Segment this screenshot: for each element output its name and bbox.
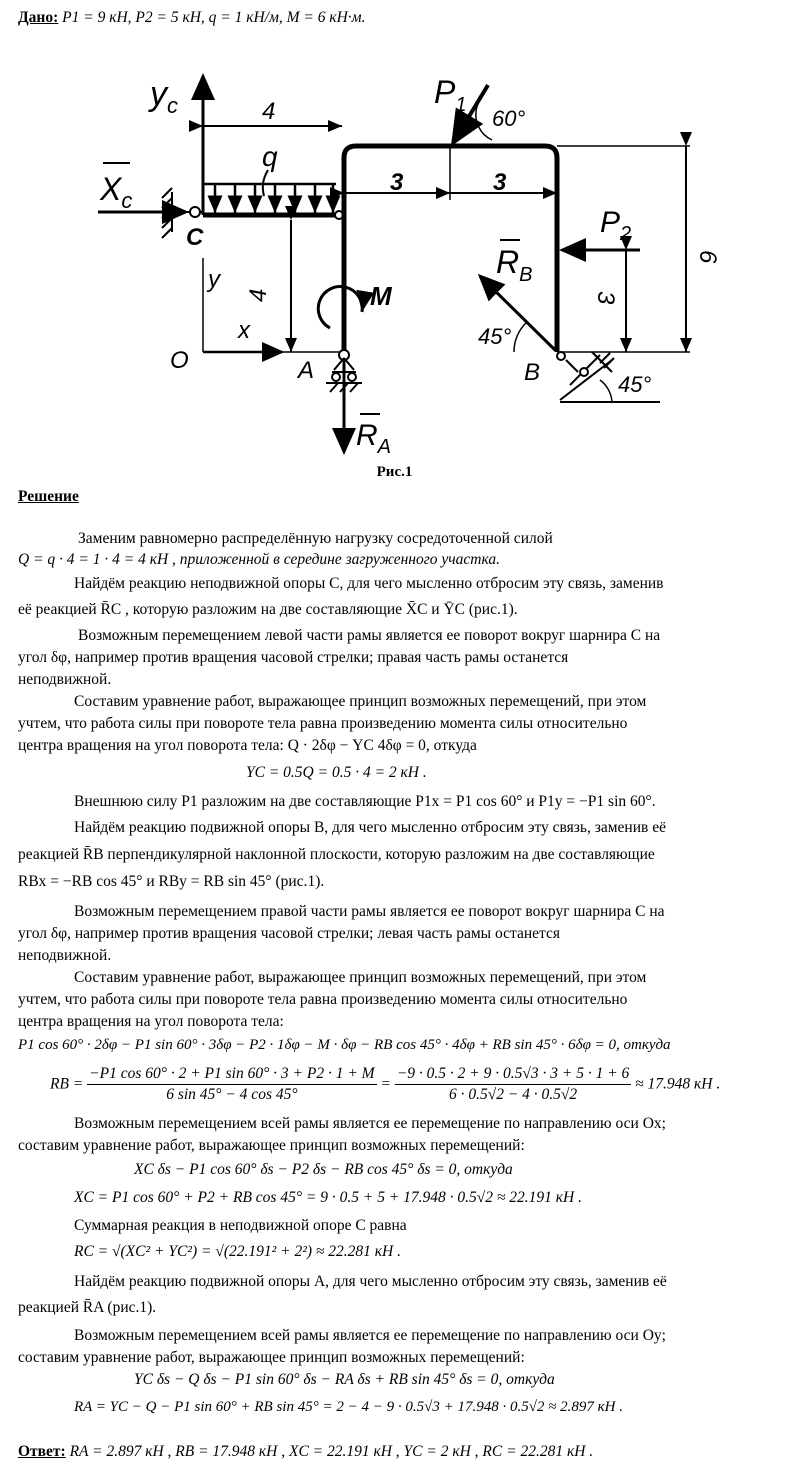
angle-45b: 45° [618, 372, 652, 397]
text-line: XC = P1 cos 60° + P2 + RB cos 45° = 9 · 0.5 + 5 + 17.948 · 0.5√2 ≈ 22.191 кН . [74, 1189, 582, 1206]
text-line: угол δφ, например против вращения часовой стрелки; левая часть рамы останется [18, 925, 560, 942]
text-line: Суммарная реакция в неподвижной опоре C равна [74, 1217, 407, 1234]
yc-label: $y_c$ [150, 75, 178, 118]
label-p1: $P_1$ [434, 74, 467, 116]
dim-3-vertical: 3 [592, 291, 619, 305]
text-line: YC δs − Q δs − P1 sin 60° δs − RA δs + RB sin 45° δs = 0, откуда [134, 1371, 555, 1388]
dim-top-4: 4 [262, 98, 276, 125]
label-b: B [524, 359, 541, 386]
text-line: XC δs − P1 cos 60° δs − P2 δs − RB cos 45° δs = 0, откуда [134, 1161, 513, 1178]
text-line: Составим уравнение работ, выражающее принцип возможных перемещений, при этом [74, 969, 647, 986]
angle-60: 60° [492, 106, 526, 131]
rb-fraction-1: $\frac{-P1 \cos 60^\circ \cdot 2 + P1 \sin 60^\circ \cdot 3 + P2 \cdot 1 + M}{6 \sin 45^\circ - 4 \cos 45^\circ}$ [89, 1065, 375, 1103]
text-line: Найдём реакцию неподвижной опоры C, для чего мысленно отбросим эту связь, заменив [74, 575, 664, 592]
answer-values: RA = 2.897 кН , RB = 17.948 кН , XC = 22.191 кН , YC = 2 кН , RC = 22.281 кН . [69, 1443, 594, 1460]
text-line: учтем, что работа силы при повороте тела равна произведению момента силы относительно [18, 715, 628, 732]
label-ra: $R_A$ [356, 419, 392, 458]
text-line: неподвижной. [18, 947, 112, 964]
text-line: Q = q · 4 = 1 · 4 = 4 кН , приложенной в середине загруженного участка. [18, 551, 500, 568]
rb-fraction-2: $\frac{-9 \cdot 0.5 \cdot 2 + 9 \cdot 0.5√3 \cdot 3 + 5 \cdot 1 + 6}{6 \cdot 0.5√2 - 4 \cdot 0.5√2}$ [396, 1065, 630, 1103]
text-line: P1 cos 60° · 2δφ − P1 sin 60° · 3δφ − P2 · 1δφ − M · δφ − RB cos 45° · 4δφ + RB sin 45° · 6δφ = 0, откуда [18, 1037, 671, 1053]
label-o: O [170, 347, 189, 374]
figure-caption: Рис.1 [376, 464, 413, 480]
label-rb: $R_B$ [496, 244, 533, 286]
rb-formula: RB = $\frac{-P1 \cos 60^\circ \cdot 2 + P1 \sin 60^\circ \cdot 3 + P2 \cdot 1 + M}{6 \sin 45^\circ - 4 \cos 45^\circ}$ = $\frac{-9 \cdot 0.5 \cdot 2 + 9 \cdot 0.5√3 \cdot 3 + 5 \cdot 1 + 6}{6 \cdot 0.5√2 - 4 \cdot 0.5√2}$ ≈ 17.948 кН . [50, 1065, 721, 1103]
text-line: Возможным перемещением всей рамы является ее перемещение по направлению оси Oy; [74, 1327, 666, 1344]
text-line: учтем, что работа силы при повороте тела равна произведению момента силы относительно [18, 991, 628, 1008]
label-y: y [208, 266, 220, 293]
text-line: Возможным перемещением правой части рамы является ее поворот вокруг шарнира C на [74, 903, 665, 920]
text-line: составим уравнение работ, выражающее принцип возможных перемещений: [18, 1349, 525, 1366]
text-line: реакцией R̄B перпендикулярной наклонной плоскости, которую разложим на две составляющие [18, 846, 655, 863]
text-line: YC = 0.5Q = 0.5 · 4 = 2 кН . [246, 764, 427, 781]
text-line: угол δφ, например против вращения часовой стрелки; правая часть рамы останется [18, 649, 569, 666]
dim-3b: 3 [493, 169, 507, 196]
label-m: M [370, 281, 392, 311]
label-a: A [298, 357, 315, 384]
text-line: RC = √(XC² + YC²) = √(22.191² + 2²) ≈ 22.281 кН . [74, 1243, 401, 1260]
dim-3a: 3 [390, 169, 404, 196]
dim-6: 6 [694, 250, 721, 264]
text-line: RA = YC − Q − P1 sin 60° + RB sin 45° = 2 − 4 − 9 · 0.5√3 + 17.948 · 0.5√2 ≈ 2.897 кН . [74, 1399, 624, 1415]
answer-line [18, 1442, 593, 1461]
frame-diagram [0, 0, 789, 470]
text-line: составим уравнение работ, выражающее принцип возможных перемещений: [18, 1137, 525, 1154]
text-line: Найдём реакцию подвижной опоры A, для чего мысленно отбросим эту связь, заменив её [74, 1273, 667, 1290]
text-line: Внешнюю силу P1 разложим на две составляющие P1x = P1 cos 60° и P1y = −P1 sin 60°. [74, 793, 656, 810]
text-line: центра вращения на угол поворота тела: [18, 1013, 284, 1030]
distributed-load [203, 184, 336, 213]
text-line: центра вращения на угол поворота тела: Q · 2δφ − YC 4δφ = 0, откуда [18, 737, 477, 754]
label-q: q [262, 141, 278, 172]
text-line: Возможным перемещением левой части рамы является ее поворот вокруг шарнира C на [78, 627, 661, 644]
text-line: Составим уравнение работ, выражающее принцип возможных перемещений, при этом [74, 693, 647, 710]
text-line: Заменим равномерно распределённую нагрузку сосредоточенной силой [78, 530, 553, 547]
text-line: её реакцией R̄C , которую разложим на две составляющие X̄C и ȲC (рис.1). [18, 601, 518, 618]
angle-45a: 45° [478, 324, 512, 349]
label-p2: $P_2$ [600, 206, 632, 245]
xc-label: $X_c$ [100, 171, 133, 213]
dim-4-vertical: 4 [245, 288, 272, 302]
text-line: RBx = −RB cos 45° и RBy = RB sin 45° (рис.1). [18, 873, 325, 890]
text-line: реакцией R̄A (рис.1). [18, 1299, 157, 1316]
given-values: P1 = 9 кН, P2 = 5 кН, q = 1 кН/м, M = 6 кН·м. [62, 9, 366, 26]
text-line: Найдём реакцию подвижной опоры B, для чего мысленно отбросим эту связь, заменив её [74, 819, 666, 836]
given-label: Дано: [18, 9, 59, 26]
text-line: неподвижной. [18, 671, 112, 688]
moment-m [318, 287, 362, 328]
label-x: x [238, 317, 250, 344]
text-line: Возможным перемещением всей рамы является ее перемещение по направлению оси Ox; [74, 1115, 666, 1132]
answer-label: Ответ: [18, 1443, 66, 1460]
label-c: C [186, 224, 204, 251]
solution-heading: Решение [18, 488, 79, 505]
